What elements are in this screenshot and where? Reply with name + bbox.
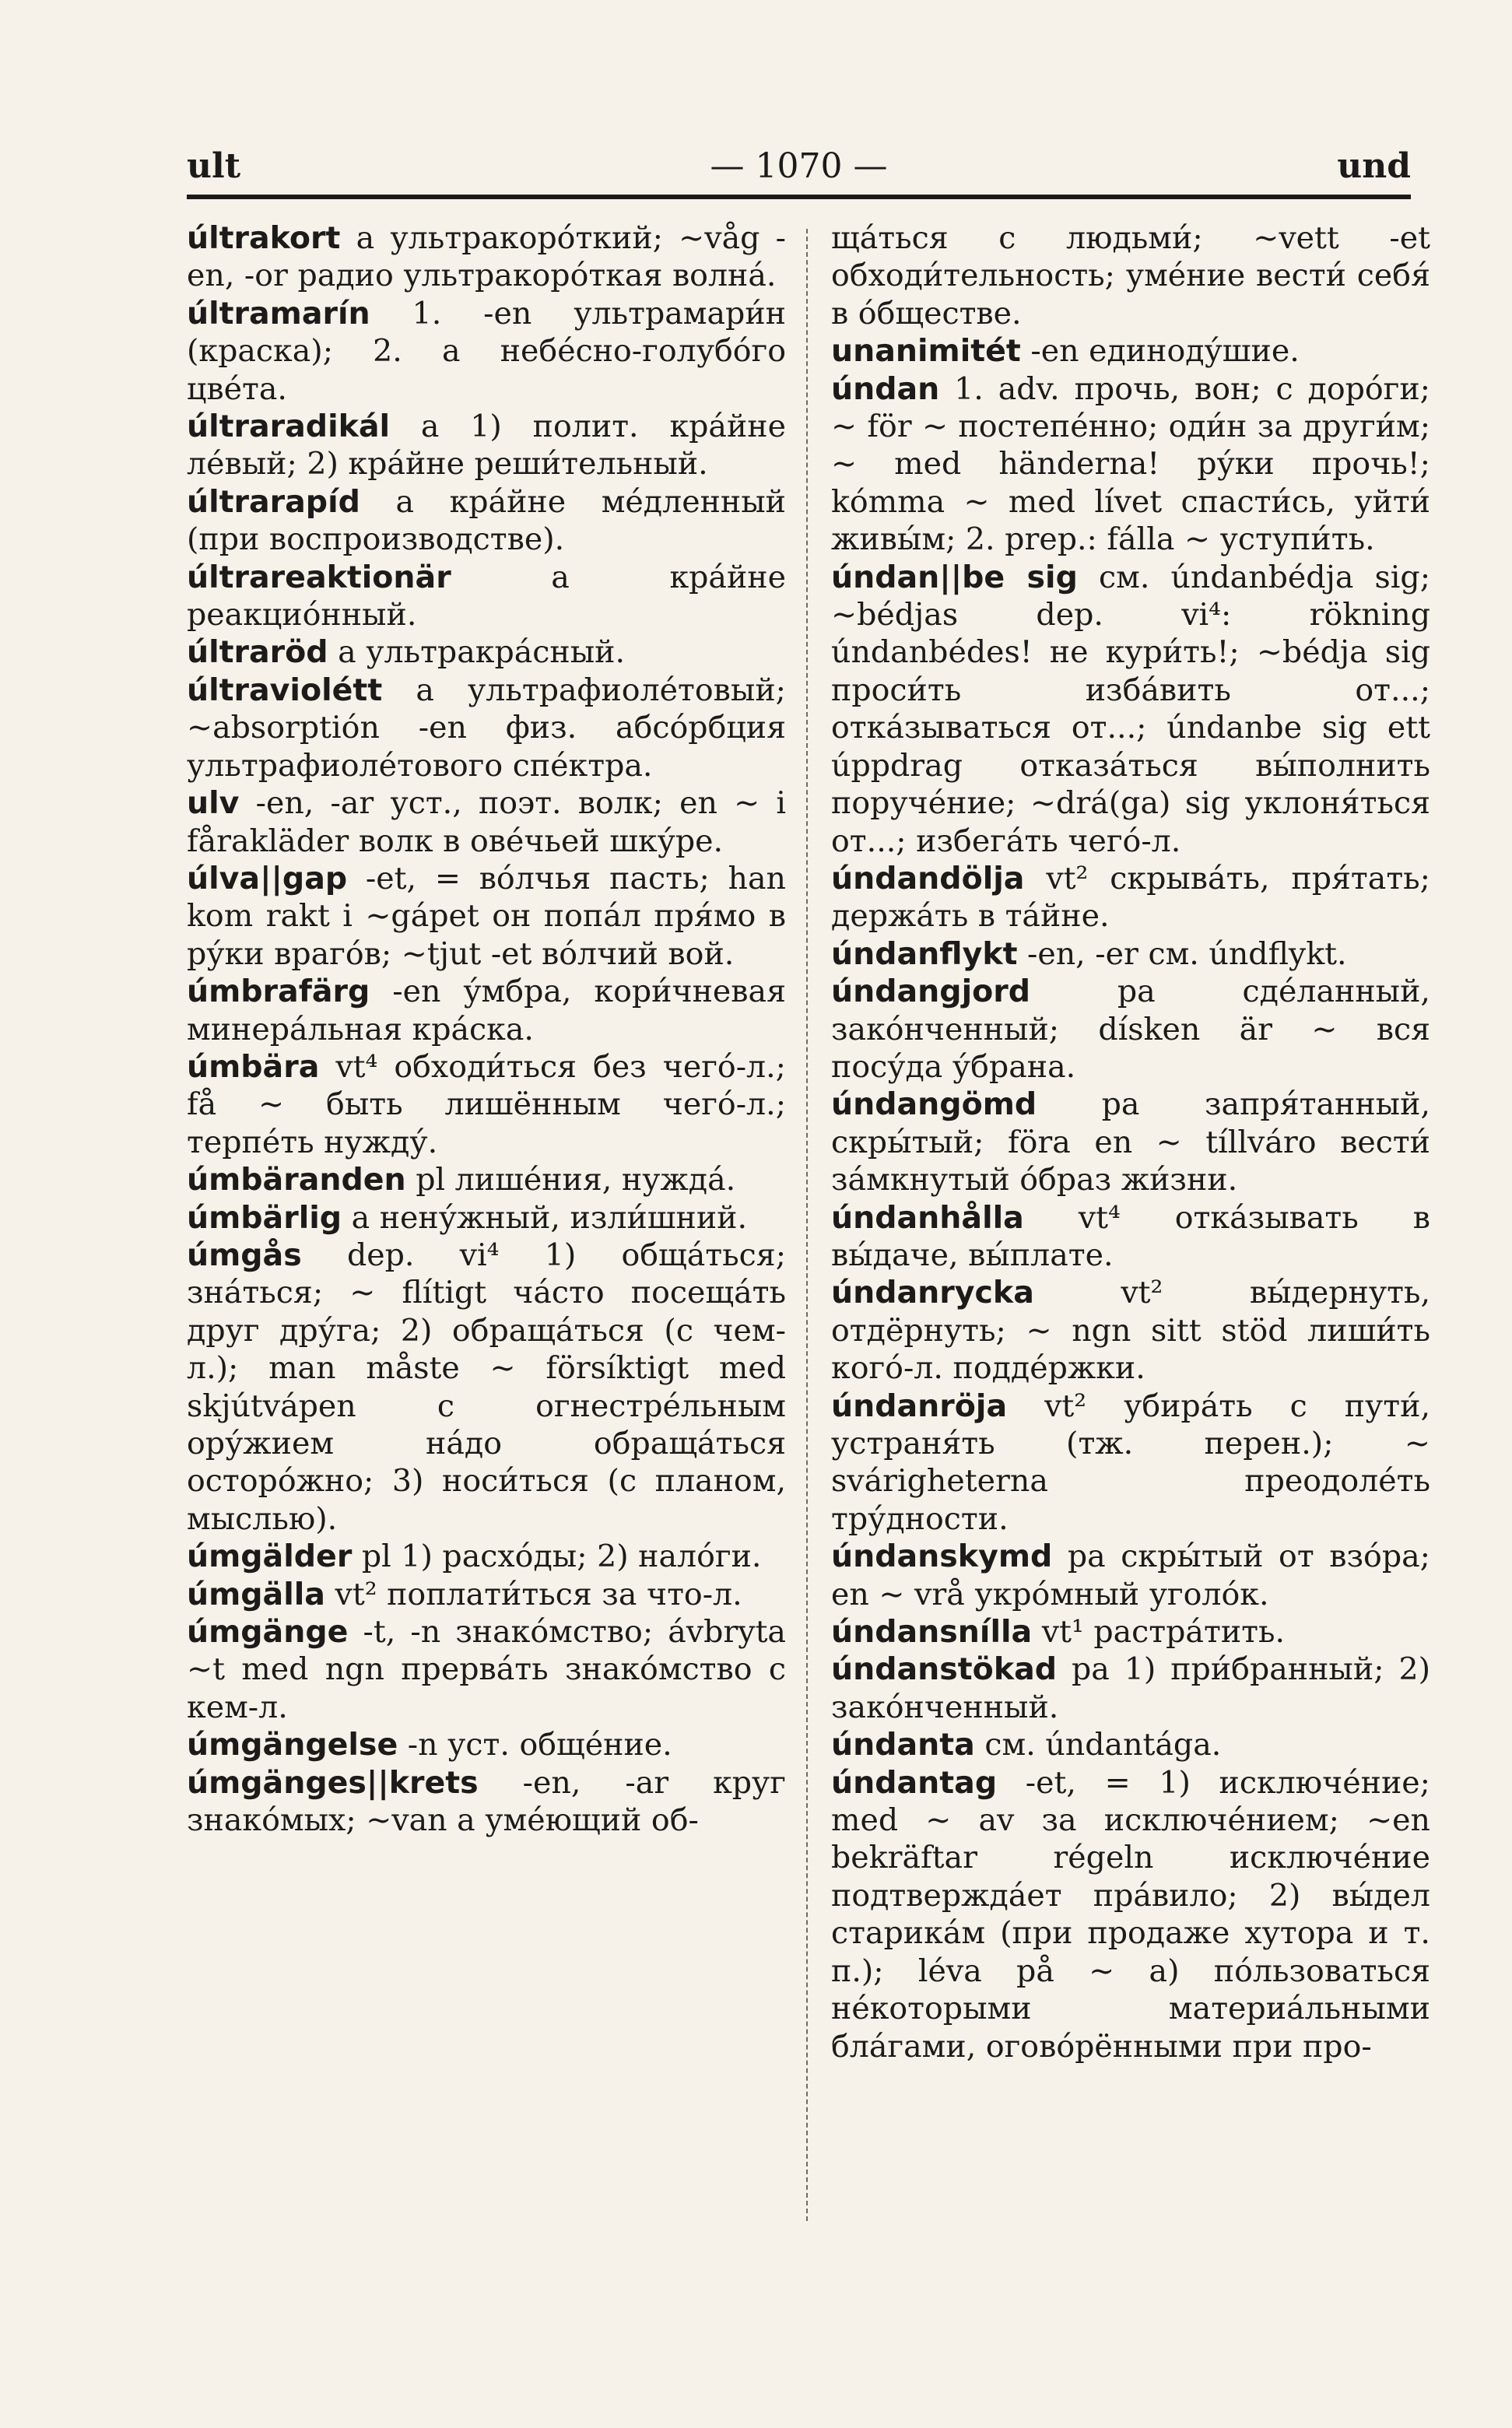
entry-definition: -en у́мбра, кори́чневая минера́льная кра́ска. xyxy=(187,974,786,1047)
entry-definition: a кра́йне ме́дленный (при воспроизводстве). xyxy=(187,483,786,558)
dictionary-entry xyxy=(187,633,786,671)
entry-headword: úndansnílla xyxy=(831,1614,1033,1651)
entry-definition: -et, = 1) исключе́ние; med ~ av за исключе́нием; ~en bekräftar régeln исключе́ние подтвержда́ет пра́вило; 2) вы́дел старика́м (при продаже хутора и т. п.); léva på ~ а) по́льзоваться не́которыми материа́льными бла́гами, огово́рёнными при про- xyxy=(831,1764,1430,2065)
entry-definition: a нену́жный, изли́шний. xyxy=(342,1199,748,1236)
columns xyxy=(187,219,1431,2366)
right-column xyxy=(831,219,1430,2065)
dictionary-entry xyxy=(831,1199,1430,1275)
entry-headword: úndanhålla xyxy=(831,1199,1024,1236)
entry-headword: úmbrafärg xyxy=(187,974,370,1010)
dictionary-entry xyxy=(831,219,1430,332)
entry-definition: -et, = во́лчья пасть; han kom rakt i ~gápet он попа́л пря́мо в ру́ки враго́в; ~tjut -et во́лчий вой. xyxy=(187,860,786,972)
dictionary-entry xyxy=(187,784,786,860)
entry-definition: ща́ться с людьми́; ~vett -et обходи́тельность; уме́ние вести́ себя́ в о́бществе. xyxy=(831,220,1430,332)
entry-headword: úmgänge xyxy=(187,1614,349,1651)
entry-definition: pa 1) при́бранный; 2) зако́нченный. xyxy=(831,1651,1430,1725)
entry-definition: pa запря́танный, скры́тый; föra en ~ tíllváro вести́ за́мкнутый о́браз жи́зни. xyxy=(831,1086,1430,1198)
entry-headword: úmgängelse xyxy=(187,1727,398,1763)
dictionary-entry xyxy=(831,559,1430,860)
dictionary-entry xyxy=(831,370,1430,559)
entry-headword: úndanrycka xyxy=(831,1275,1034,1311)
dictionary-entry xyxy=(187,295,786,408)
entry-headword: úndangjord xyxy=(831,974,1030,1010)
entry-headword: úndangömd xyxy=(831,1086,1037,1123)
entry-definition: vt² скрыва́ть, пря́тать; держа́ть в та́йне. xyxy=(831,860,1430,935)
entry-definition: -en, -er см. úndflykt. xyxy=(1017,935,1347,972)
page-number: — 1070 — xyxy=(710,146,888,186)
entry-headword: úmgälder xyxy=(187,1539,353,1575)
dictionary-entry xyxy=(831,1086,1430,1198)
entry-headword: últramarín xyxy=(187,295,370,332)
entry-definition: a ультракра́сный. xyxy=(328,634,626,671)
dictionary-entry xyxy=(187,1237,786,1538)
entry-headword: úndandölja xyxy=(831,860,1025,896)
entry-headword: últraröd xyxy=(187,634,328,671)
entry-definition: vt⁴ отка́зывать в вы́даче, вы́плате. xyxy=(831,1199,1430,1273)
entry-headword: úndan xyxy=(831,370,940,407)
entry-headword: úndan||be sig xyxy=(831,559,1078,595)
dictionary-entry xyxy=(187,1613,786,1726)
entry-definition: dep. vi⁴ 1) обща́ться; зна́ться; ~ flítigt ча́сто посеща́ть друг дру́га; 2) обраща́ться (с чем-л.); man måste ~ försíktigt med skjútvápen с огнестре́льным ору́жием на́до обраща́ться осторо́жно; 3) носи́ться (с планом, мыслью). xyxy=(187,1237,786,1537)
dictionary-entry xyxy=(187,1764,786,1840)
entry-definition: -en единоду́шие. xyxy=(1020,333,1300,370)
dictionary-entry xyxy=(187,1161,786,1198)
dictionary-entry xyxy=(831,973,1430,1086)
entry-definition: vt² поплати́ться за что-л. xyxy=(325,1576,742,1612)
entry-headword: unanimitét xyxy=(831,333,1021,370)
entry-definition: см. úndantága. xyxy=(974,1727,1222,1763)
dictionary-entry xyxy=(187,1199,786,1237)
entry-headword: últrarapíd xyxy=(187,483,360,520)
entry-headword: úndanskymd xyxy=(831,1539,1053,1575)
dictionary-entry xyxy=(831,1726,1430,1763)
entry-definition: -en, -ar уст., поэт. волк; en ~ i fårakläder волк в ове́чьей шку́ре. xyxy=(187,785,786,859)
entry-headword: úmgälla xyxy=(187,1576,325,1612)
entry-headword: úmbära xyxy=(187,1048,320,1085)
entry-definition: см. úndanbédja sig; ~bédjas dep. vi⁴: rökning úndanbédes! не кури́ть!; ~bédja sig проси́ть изба́вить от...; отка́зываться от...; úndanbe sig ett úppdrag отказа́ться вы́полнить поруче́ние; ~drá(ga) sig уклоня́ться от...; избега́ть чего́-л. xyxy=(831,559,1431,859)
column-divider xyxy=(806,229,808,2221)
dictionary-entry xyxy=(187,860,786,973)
entry-headword: úndanstökad xyxy=(831,1651,1058,1688)
dictionary-entry xyxy=(831,1538,1430,1613)
dictionary-entry xyxy=(187,219,786,295)
entry-definition: pa скры́тый от взо́ра; en ~ vrå укро́мный уголо́к. xyxy=(831,1539,1430,1612)
left-column xyxy=(187,219,786,1839)
entry-definition: a ультрафиоле́товый; ~absorptión -en физ. абсо́рбция ультрафиоле́тового спе́ктра. xyxy=(187,672,786,784)
entry-definition: a ультракоро́ткий; ~våg -en, -or радио ультракоро́ткая волна́. xyxy=(187,220,786,294)
dictionary-entry xyxy=(187,408,786,483)
dictionary-entry xyxy=(831,1274,1430,1387)
entry-definition: pl лише́ния, нужда́. xyxy=(405,1162,736,1198)
entry-definition: a 1) полит. кра́йне ле́вый; 2) кра́йне реши́тельный. xyxy=(187,409,786,482)
entry-definition: a кра́йне реакцио́нный. xyxy=(187,559,786,633)
entry-definition: -t, -n знако́мство; ávbryta ~t med ngn прерва́ть знако́мство с кем-л. xyxy=(187,1614,786,1725)
entry-definition: vt² вы́дернуть, отдёрнуть; ~ ngn sitt stöd лиши́ть кого́-л. подде́ржки. xyxy=(831,1275,1430,1387)
page-header xyxy=(187,146,1411,193)
dictionary-entry xyxy=(831,1651,1430,1726)
dictionary-entry xyxy=(187,559,786,634)
dictionary-entry xyxy=(187,1538,786,1575)
entry-definition: -n уст. обще́ние. xyxy=(398,1727,672,1763)
entry-headword: úlva||gap xyxy=(187,860,348,896)
entry-definition: 1. adv. прочь, вон; с доро́ги; ~ för ~ постепе́нно; оди́н за други́м; ~ med händerna! ру́ки прочь!; kómma ~ med lívet спасти́сь, уйти́ живы́м; 2. prep.: fálla ~ уступи́ть. xyxy=(831,370,1430,558)
dictionary-entry xyxy=(831,1388,1430,1539)
entry-headword: úndanflykt xyxy=(831,935,1018,972)
header-left-word: ult xyxy=(187,146,241,186)
dictionary-entry xyxy=(831,1764,1430,2065)
entry-definition: pl 1) расхо́ды; 2) нало́ги. xyxy=(352,1539,762,1575)
entry-definition: -en, -ar круг знако́мых; ~van a уме́ющий об- xyxy=(187,1764,786,1839)
entry-headword: últraviolétt xyxy=(187,672,383,708)
entry-headword: úmgås xyxy=(187,1237,302,1273)
entry-definition: vt¹ растра́тить. xyxy=(1032,1614,1286,1651)
entry-definition: vt⁴ обходи́ться без чего́-л.; få ~ быть лишённым чего́-л.; терпе́ть нужду́. xyxy=(187,1048,786,1160)
dictionary-entry xyxy=(831,332,1430,370)
entry-headword: últrareaktionär xyxy=(187,559,451,595)
dictionary-entry xyxy=(187,1576,786,1613)
entry-headword: últrakort xyxy=(187,220,341,256)
dictionary-entry xyxy=(187,973,786,1048)
entry-headword: úmbäranden xyxy=(187,1162,406,1198)
header-rule xyxy=(187,195,1411,199)
entry-headword: úndanröja xyxy=(831,1388,1008,1424)
entry-headword: úmbärlig xyxy=(187,1199,342,1236)
dictionary-entry xyxy=(831,1613,1430,1651)
entry-definition: vt² убира́ть с пути́, устраня́ть (тж. перен.); ~ svárigheterna преодоле́ть тру́дности. xyxy=(831,1388,1430,1537)
entry-definition: pa сде́ланный, зако́нченный; dísken är ~ вся посу́да у́брана. xyxy=(831,974,1430,1085)
entry-headword: úndantag xyxy=(831,1764,998,1801)
dictionary-entry xyxy=(187,1048,786,1161)
dictionary-entry xyxy=(187,672,786,784)
entry-definition: 1. -en ультрамари́н (краска); 2. a небе́сно-голубо́го цве́та. xyxy=(187,295,786,407)
header-right-word: und xyxy=(1337,146,1411,186)
dictionary-entry xyxy=(187,483,786,559)
entry-headword: últraradikál xyxy=(187,409,391,445)
entry-headword: úndanta xyxy=(831,1727,975,1763)
dictionary-entry xyxy=(187,1726,786,1763)
dictionary-entry xyxy=(831,860,1430,935)
entry-headword: ulv xyxy=(187,785,240,822)
entry-headword: úmgänges||krets xyxy=(187,1764,479,1801)
dictionary-entry xyxy=(831,935,1430,973)
